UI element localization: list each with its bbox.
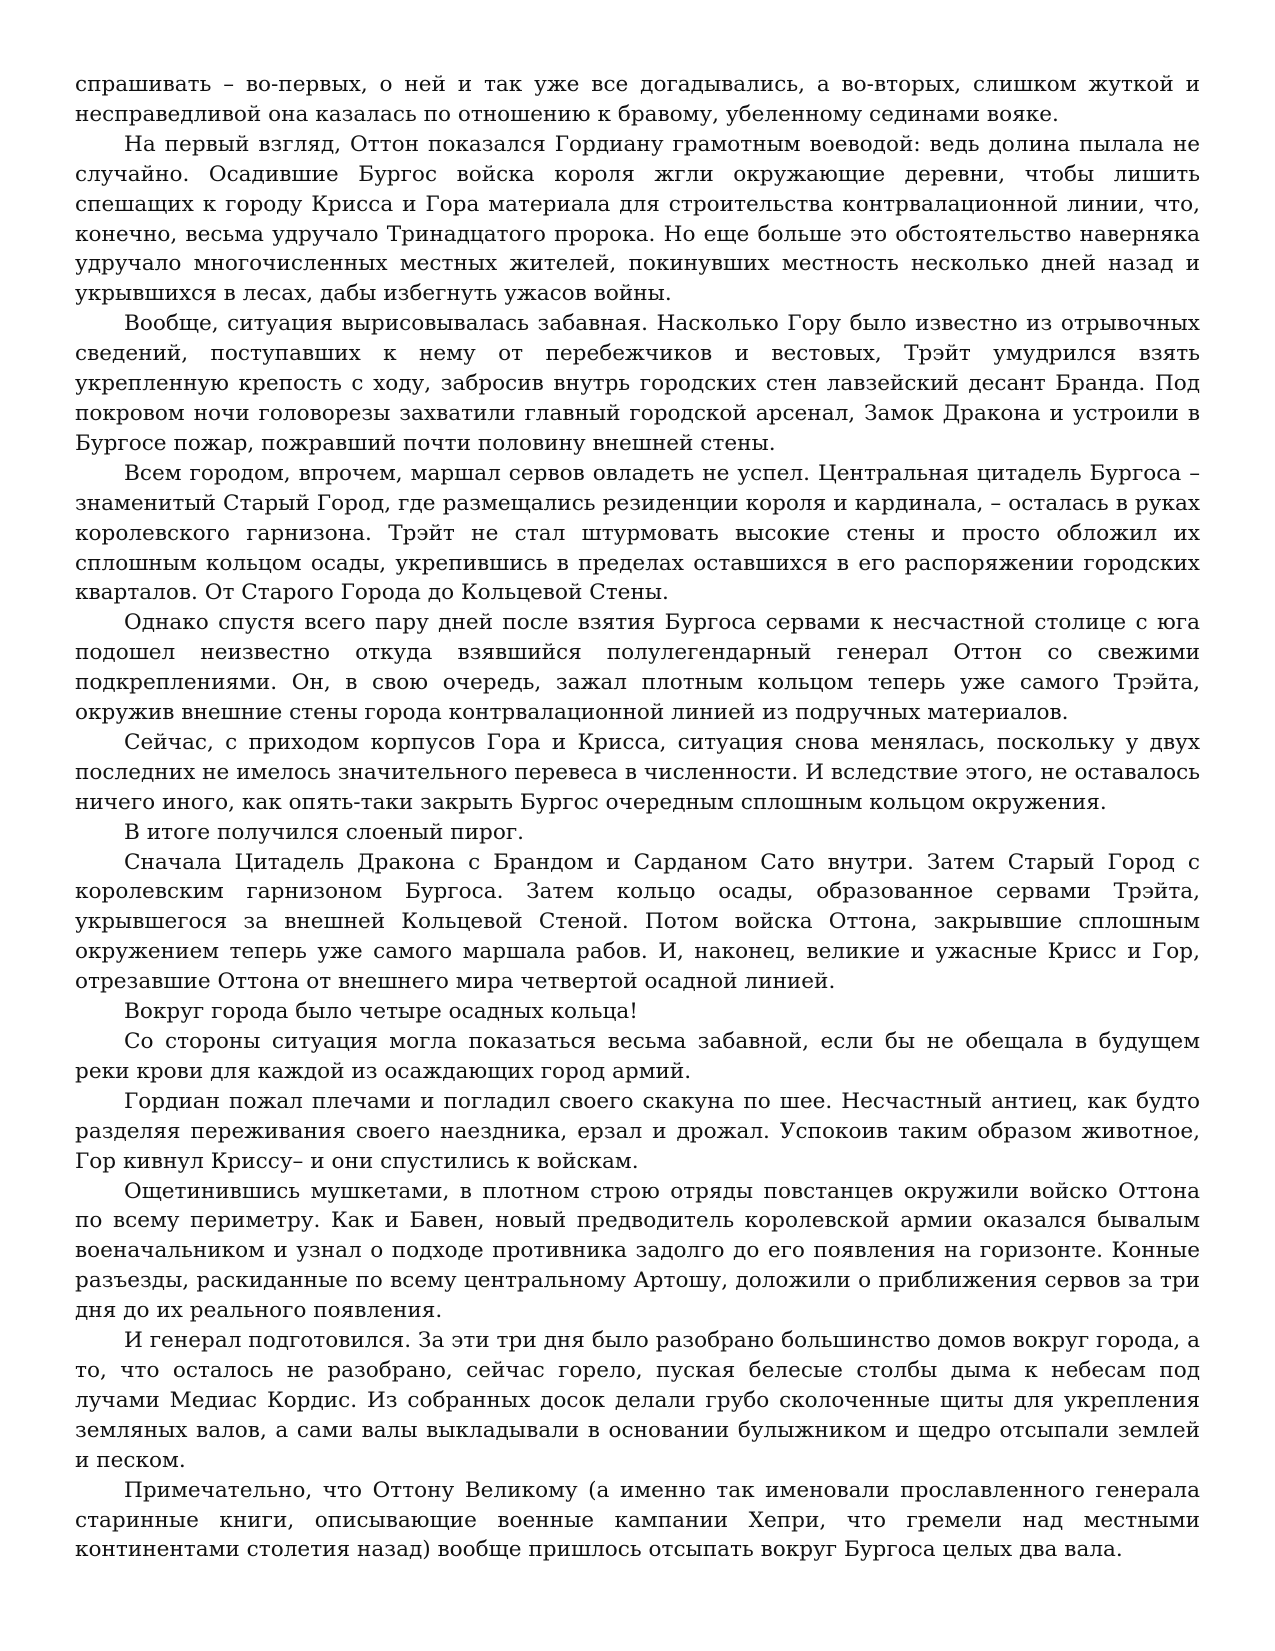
paragraph: На первый взгляд, Оттон показался Гордиану грамотным воеводой: ведь долина пылала не случайно. Осадившие Бургос войска короля жгли окружающие деревни, чтобы лишить спешащих к городу Крисса и Гора материала для строительства контрвалационной линии, что, конечно, весьма удручало Тринадцатого пророка. Но еще больше это обстоятельство наверняка удручало многочисленных местных жителей, покинувших местность несколько дней назад и укрывшихся в лесах, дабы избегнуть ужасов войны. <box>75 131 1200 307</box>
paragraph: Сначала Цитадель Дракона с Брандом и Сарданом Сато внутри. Затем Старый Город с королевским гарнизоном Бургоса. Затем кольцо осады, образованное сервами Трэйта, укрывшегося за внешней Кольцевой Стеной. Потом войска Оттона, закрывшие сплошным окружением теперь уже самого маршала рабов. И, наконец, великие и ужасные Крисс и Гор, отрезавшие Оттона от внешнего мира четвертой осадной линией. <box>75 849 1200 995</box>
paragraph: Вокруг города было четыре осадных кольца! <box>124 999 638 1025</box>
paragraph: И генерал подготовился. За эти три дня было разобрано большинство домов вокруг города, а то, что осталось не разобрано, сейчас горело, пуская белесые столбы дыма к небесам под лучами Медиас Кордис. Из собранных досок делали грубо сколоченные щиты для укрепления земляных валов, а сами валы выкладывали в основании булыжником и щедро отсыпали землей и песком. <box>75 1328 1200 1473</box>
paragraph: В итоге получился слоеный пирог. <box>124 819 525 845</box>
paragraph: Примечательно, что Оттону Великому (а именно так именовали прославленного генерала старинные книги, описывающие военные кампании Хепри, что гремели над местными континентами столетия назад) вообще пришлось отсыпать вокруг Бургоса целых два вала. <box>75 1477 1200 1563</box>
paragraph: Со стороны ситуация могла показаться весьма забавной, если бы не обещала в будущем реки крови для каждой из осаждающих город армий. <box>75 1029 1200 1084</box>
paragraph: Всем городом, впрочем, маршал сервов овладеть не успел. Центральная цитадель Бургоса – знаменитый Старый Город, где размещались резиденции короля и кардинала, – осталась в руках королевского гарнизона. Трэйт не стал штурмовать высокие стены и просто обложил их сплошным кольцом осады, укрепившись в пределах оставшихся в его распоряжении городских кварталов. От Старого Города до Кольцевой Стены. <box>75 460 1200 606</box>
paragraph: Однако спустя всего пару дней после взятия Бургоса сервами к несчастной столице с юга подошел неизвестно откуда взявшийся полулегендарный генерал Оттон со свежими подкреплениями. Он, в свою очередь, зажал плотным кольцом теперь уже самого Трэйта, окружив внешние стены города контрвалационной линией из подручных материалов. <box>75 610 1200 726</box>
paragraph: спрашивать – во-первых, о ней и так уже все догадывались, а во-вторых, слишком жуткой и несправедливой она казалась по отношению к бравому, убеленному сединами вояке. <box>75 72 1200 127</box>
paragraph: Гордиан пожал плечами и погладил своего скакуна по шее. Несчастный антиец, как будто разделяя переживания своего наездника, ерзал и дрожал. Успокоив таким образом животное, Гор кивнул Криссу– и они спустились к войскам. <box>75 1088 1200 1174</box>
paragraph: Ощетинившись мушкетами, в плотном строю отряды повстанцев окружили войско Оттона по всему периметру. Как и Бавен, новый предводитель королевской армии оказался бывалым военачальником и узнал о подходе противника задолго до его появления на горизонте. Конные разъезды, раскиданные по всему центральному Артошу, доложили о приближения сервов за три дня до их реального появления. <box>75 1178 1200 1324</box>
paragraph: Вообще, ситуация вырисовывалась забавная. Насколько Гору было известно из отрывочных сведений, поступавших к нему от перебежчиков и вестовых, Трэйт умудрился взять укрепленную крепость с ходу, забросив внутрь городских стен лавзейский десант Бранда. Под покровом ночи головорезы захватили главный городской арсенал, Замок Дракона и устроили в Бургосе пожар, пожравший почти половину внешней стены. <box>75 311 1200 456</box>
document-body <box>75 70 1200 1565</box>
paragraph: Сейчас, с приходом корпусов Гора и Крисса, ситуация снова менялась, поскольку у двух последних не имелось значительного перевеса в численности. И вследствие этого, не оставалось ничего иного, как опять-таки закрыть Бургос очередным сплошным кольцом окружения. <box>75 729 1200 815</box>
